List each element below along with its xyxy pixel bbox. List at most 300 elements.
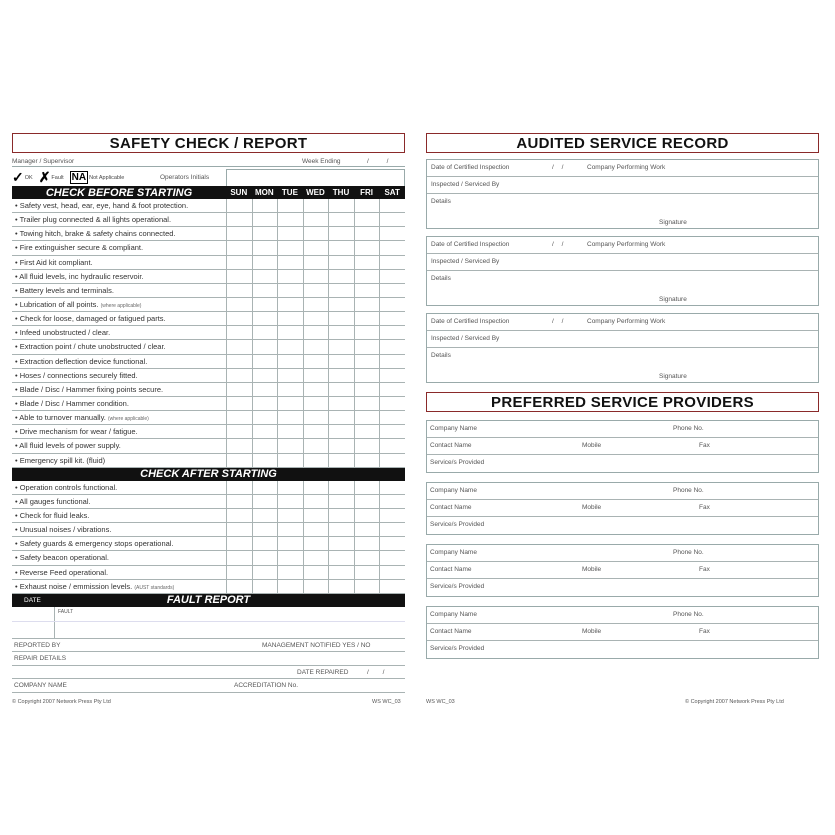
day-check-cell[interactable]: [354, 439, 380, 452]
day-check-cell[interactable]: [252, 199, 278, 212]
checklist-row: [12, 566, 405, 580]
preferred-providers-title: PREFERRED SERVICE PROVIDERS: [426, 392, 819, 412]
day-check-cell[interactable]: [226, 397, 252, 410]
day-check-cell[interactable]: [379, 551, 405, 564]
day-check-cell[interactable]: [303, 199, 329, 212]
day-check-cell[interactable]: [379, 241, 405, 254]
day-check-cell[interactable]: [303, 439, 329, 452]
day-check-cell[interactable]: [226, 481, 252, 494]
day-check-cell[interactable]: [226, 256, 252, 269]
day-check-cell[interactable]: [354, 213, 380, 226]
checklist-row: [12, 481, 405, 495]
details-label: Details: [431, 275, 451, 282]
day-check-cell[interactable]: [354, 425, 380, 438]
day-check-cell[interactable]: [328, 411, 354, 424]
day-check-cell[interactable]: [252, 523, 278, 536]
day-check-cell[interactable]: [226, 566, 252, 579]
day-check-cell[interactable]: [328, 355, 354, 368]
day-check-cell[interactable]: [226, 340, 252, 353]
phone-label: Phone No.: [673, 425, 704, 432]
day-check-cell[interactable]: [328, 425, 354, 438]
day-check-cell[interactable]: [354, 227, 380, 240]
checklist-item-note: (AUST standards): [134, 584, 175, 591]
day-check-cell[interactable]: [277, 326, 303, 339]
day-check-cell[interactable]: [354, 580, 380, 593]
details-label: Details: [431, 198, 451, 205]
day-check-cell[interactable]: [277, 537, 303, 550]
day-check-cell[interactable]: [226, 537, 252, 550]
day-check-cell[interactable]: [328, 580, 354, 593]
day-check-cell[interactable]: [277, 213, 303, 226]
day-check-cell[interactable]: [328, 312, 354, 325]
day-check-cell[interactable]: [252, 241, 278, 254]
checklist-item-label: • Extraction deflection device functional.: [15, 356, 148, 366]
day-check-cell[interactable]: [354, 397, 380, 410]
checklist-item-text: [12, 537, 226, 550]
day-check-cell[interactable]: [354, 566, 380, 579]
day-check-cell[interactable]: [328, 551, 354, 564]
day-check-cell[interactable]: [252, 326, 278, 339]
day-check-cell[interactable]: [379, 270, 405, 283]
inspection-date-row[interactable]: [427, 314, 818, 331]
day-check-cell[interactable]: [354, 509, 380, 522]
day-sun: SUN: [230, 188, 248, 197]
day-check-cell[interactable]: [303, 495, 329, 508]
provider-services-row[interactable]: [427, 579, 818, 596]
day-check-cell[interactable]: [252, 312, 278, 325]
day-check-cell[interactable]: [303, 270, 329, 283]
checklist-item-text: [12, 439, 226, 452]
day-check-cell[interactable]: [252, 213, 278, 226]
day-check-cell[interactable]: [379, 256, 405, 269]
checklist-row: [12, 326, 405, 340]
checklist-item-label: • Emergency spill kit. (fluid): [15, 455, 106, 465]
provider-contact-row[interactable]: [427, 562, 818, 579]
day-check-cell[interactable]: [354, 256, 380, 269]
day-check-cell[interactable]: [354, 551, 380, 564]
day-check-cell[interactable]: [354, 241, 380, 254]
company-row[interactable]: [12, 679, 405, 693]
reported-by-label: REPORTED BY: [14, 641, 61, 649]
day-check-cell[interactable]: [303, 566, 329, 579]
day-check-cell[interactable]: [354, 199, 380, 212]
checklist-item-text: [12, 397, 226, 410]
day-check-cell[interactable]: [277, 411, 303, 424]
service-record-block: [426, 313, 819, 383]
company-name-label: Company Name: [430, 549, 477, 556]
day-check-cell[interactable]: [277, 241, 303, 254]
provider-company-row[interactable]: [427, 421, 818, 438]
day-check-cell[interactable]: [303, 523, 329, 536]
day-check-cell[interactable]: [277, 509, 303, 522]
day-check-cell[interactable]: [379, 509, 405, 522]
day-check-cell[interactable]: [328, 537, 354, 550]
day-check-cell[interactable]: [226, 199, 252, 212]
day-check-cell[interactable]: [354, 481, 380, 494]
checklist-row: [12, 397, 405, 411]
day-check-cell[interactable]: [328, 241, 354, 254]
day-check-cell[interactable]: [303, 481, 329, 494]
preferred-providers-list: [426, 420, 819, 659]
day-check-cell[interactable]: [277, 495, 303, 508]
details-row[interactable]: [427, 348, 818, 382]
day-check-cell[interactable]: [328, 481, 354, 494]
day-check-cell[interactable]: [252, 270, 278, 283]
day-check-cell[interactable]: [226, 213, 252, 226]
day-check-cell[interactable]: [252, 227, 278, 240]
checklist-item-label: • Extraction point / chute unobstructed / clear.: [15, 342, 166, 352]
day-tue: TUE: [281, 188, 298, 197]
day-check-cell[interactable]: [252, 439, 278, 452]
checklist-item-text: [12, 270, 226, 283]
day-check-cell[interactable]: [277, 425, 303, 438]
day-check-cell[interactable]: [303, 397, 329, 410]
day-check-cell[interactable]: [328, 495, 354, 508]
company-performing-label: Company Performing Work: [587, 164, 666, 171]
day-check-cell[interactable]: [328, 397, 354, 410]
provider-company-row[interactable]: [427, 483, 818, 500]
checklist-row: [12, 355, 405, 369]
provider-company-row[interactable]: [427, 607, 818, 624]
day-check-cell[interactable]: [354, 495, 380, 508]
day-check-cell[interactable]: [252, 355, 278, 368]
inspection-date-value: / /: [552, 318, 567, 325]
day-check-cell[interactable]: [328, 566, 354, 579]
day-check-cell[interactable]: [303, 509, 329, 522]
checklist-item-text: [12, 241, 226, 254]
day-check-cell[interactable]: [252, 340, 278, 353]
day-check-cell[interactable]: [303, 256, 329, 269]
mobile-label: Mobile: [582, 442, 602, 449]
phone-label: Phone No.: [673, 549, 704, 556]
day-check-cell[interactable]: [303, 425, 329, 438]
day-check-cell[interactable]: [328, 340, 354, 353]
day-check-cell[interactable]: [303, 340, 329, 353]
details-row[interactable]: [427, 271, 818, 305]
day-check-cell[interactable]: [226, 509, 252, 522]
inspection-date-row[interactable]: [427, 237, 818, 254]
day-check-cell[interactable]: [226, 439, 252, 452]
inspected-by-row[interactable]: [427, 331, 818, 348]
checklist-row: [12, 580, 405, 594]
provider-services-row[interactable]: [427, 641, 818, 658]
day-check-cell[interactable]: [226, 227, 252, 240]
day-check-cell[interactable]: [252, 411, 278, 424]
day-check-cell[interactable]: [328, 298, 354, 311]
day-check-cell[interactable]: [277, 481, 303, 494]
day-check-cell[interactable]: [328, 326, 354, 339]
day-check-cell[interactable]: [277, 270, 303, 283]
day-check-cell[interactable]: [226, 326, 252, 339]
checklist-item-text: [12, 425, 226, 438]
day-check-cell[interactable]: [303, 411, 329, 424]
day-check-cell[interactable]: [277, 199, 303, 212]
checklist-row: [12, 284, 405, 298]
checklist-item-text: [12, 213, 226, 226]
checklist-row: [12, 369, 405, 383]
day-check-cell[interactable]: [226, 312, 252, 325]
day-check-cell[interactable]: [328, 270, 354, 283]
day-check-cell[interactable]: [379, 369, 405, 382]
checklist-item-label: • Safety beacon operational.: [15, 553, 109, 563]
day-check-cell[interactable]: [328, 213, 354, 226]
checklist-row: [12, 340, 405, 354]
day-check-cell[interactable]: [277, 355, 303, 368]
checklist-item-note: (where applicable): [100, 302, 142, 309]
day-check-cell[interactable]: [277, 383, 303, 396]
day-check-cell[interactable]: [252, 369, 278, 382]
provider-contact-row[interactable]: [427, 624, 818, 641]
day-check-cell[interactable]: [226, 411, 252, 424]
checklist-item-text: [12, 411, 226, 424]
day-check-cell[interactable]: [303, 537, 329, 550]
day-check-cell[interactable]: [379, 312, 405, 325]
na-icon: NA: [71, 172, 87, 183]
day-check-cell[interactable]: [277, 298, 303, 311]
check-before-list: [12, 199, 405, 468]
day-check-cell[interactable]: [379, 326, 405, 339]
day-check-cell[interactable]: [277, 580, 303, 593]
checklist-item-text: [12, 256, 226, 269]
signature-label: Signature: [659, 373, 687, 380]
day-check-cell[interactable]: [252, 425, 278, 438]
day-check-cell[interactable]: [379, 537, 405, 550]
day-check-cell[interactable]: [226, 369, 252, 382]
day-check-cell[interactable]: [226, 298, 252, 311]
safety-check-title: SAFETY CHECK / REPORT: [12, 133, 405, 153]
day-check-cell[interactable]: [328, 284, 354, 297]
date-repaired-label: DATE REPAIRED: [297, 668, 349, 676]
day-check-cell[interactable]: [226, 580, 252, 593]
checklist-item-text: [12, 481, 226, 494]
checklist-item-label: • Safety vest, head, ear, eye, hand & foot protection.: [15, 201, 189, 210]
day-check-cell[interactable]: [354, 454, 380, 467]
day-check-cell[interactable]: [226, 551, 252, 564]
day-fri: FRI: [360, 188, 374, 197]
fault-entry-area[interactable]: [12, 607, 405, 639]
day-check-cell[interactable]: [252, 537, 278, 550]
day-check-cell[interactable]: [277, 439, 303, 452]
provider-company-row[interactable]: [427, 545, 818, 562]
checklist-item-label: • Trailer plug connected & all lights operational.: [15, 215, 172, 225]
operators-initials-box[interactable]: [226, 169, 405, 186]
inspected-by-label: Inspected / Serviced By: [431, 335, 500, 342]
day-check-cell[interactable]: [303, 227, 329, 240]
audited-service-record-title: AUDITED SERVICE RECORD: [426, 133, 819, 153]
day-check-cell[interactable]: [379, 425, 405, 438]
day-check-cell[interactable]: [226, 355, 252, 368]
accreditation-label: ACCREDITATION No.: [234, 682, 299, 690]
checklist-item-label: • Hoses / connections securely fitted.: [15, 370, 138, 380]
inspected-by-row[interactable]: [427, 177, 818, 194]
day-check-cell[interactable]: [379, 439, 405, 452]
checklist-item-text: [12, 454, 226, 467]
checklist-item-label: • All fluid levels of power supply.: [15, 441, 121, 451]
date-repaired-date: / /: [367, 668, 391, 676]
checklist-item-label: • Towing hitch, brake & safety chains connected.: [15, 229, 176, 239]
day-check-cell[interactable]: [226, 284, 252, 297]
checklist-item-text: [12, 355, 226, 368]
checklist-row: [12, 298, 405, 312]
day-check-cell[interactable]: [277, 284, 303, 297]
checklist-row: [12, 199, 405, 213]
day-check-cell[interactable]: [379, 495, 405, 508]
day-check-cell[interactable]: [277, 551, 303, 564]
day-check-cell[interactable]: [277, 566, 303, 579]
day-check-cell[interactable]: [277, 454, 303, 467]
inspection-date-label: Date of Certified Inspection: [431, 318, 510, 325]
reported-by-row[interactable]: [12, 639, 405, 653]
day-check-cell[interactable]: [303, 355, 329, 368]
repair-details-row[interactable]: [12, 652, 405, 666]
day-check-cell[interactable]: [379, 411, 405, 424]
day-check-cell[interactable]: [226, 425, 252, 438]
day-check-cell[interactable]: [328, 454, 354, 467]
day-check-cell[interactable]: [303, 312, 329, 325]
provider-contact-row[interactable]: [427, 500, 818, 517]
day-check-cell[interactable]: [303, 369, 329, 382]
day-check-cell[interactable]: [252, 284, 278, 297]
day-check-cell[interactable]: [226, 270, 252, 283]
day-check-cell[interactable]: [226, 523, 252, 536]
inspected-by-row[interactable]: [427, 254, 818, 271]
day-check-cell[interactable]: [226, 383, 252, 396]
day-check-cell[interactable]: [303, 551, 329, 564]
day-check-cell[interactable]: [328, 523, 354, 536]
check-after-starting-title: CHECK AFTER STARTING: [140, 468, 277, 481]
day-check-cell[interactable]: [354, 270, 380, 283]
day-check-cell[interactable]: [379, 481, 405, 494]
inspection-date-row[interactable]: [427, 160, 818, 177]
day-check-cell[interactable]: [277, 256, 303, 269]
day-check-cell[interactable]: [303, 383, 329, 396]
day-sat: SAT: [384, 188, 400, 197]
fault-divider: [54, 607, 55, 638]
checklist-item-text: [12, 326, 226, 339]
checklist-item-text: [12, 551, 226, 564]
checklist-row: [12, 495, 405, 509]
day-check-cell[interactable]: [303, 580, 329, 593]
day-check-cell[interactable]: [354, 355, 380, 368]
day-check-cell[interactable]: [354, 369, 380, 382]
day-check-cell[interactable]: [252, 509, 278, 522]
day-check-cell[interactable]: [303, 284, 329, 297]
day-check-cell[interactable]: [277, 227, 303, 240]
day-check-cell[interactable]: [303, 298, 329, 311]
repair-details-label: REPAIR DETAILS: [14, 655, 67, 663]
provider-services-row[interactable]: [427, 517, 818, 534]
checklist-item-label: • Lubrication of all points.: [15, 299, 99, 309]
inspected-by-label: Inspected / Serviced By: [431, 258, 500, 265]
checklist-row: [12, 537, 405, 551]
day-check-cell[interactable]: [252, 580, 278, 593]
fax-label: Fax: [699, 442, 710, 449]
day-check-cell[interactable]: [252, 495, 278, 508]
day-check-cell[interactable]: [252, 256, 278, 269]
checklist-item-text: [12, 523, 226, 536]
day-check-cell[interactable]: [277, 523, 303, 536]
fault-date-label: DATE: [24, 596, 41, 604]
details-row[interactable]: [427, 194, 818, 228]
day-check-cell[interactable]: [379, 383, 405, 396]
day-check-cell[interactable]: [354, 340, 380, 353]
day-check-cell[interactable]: [252, 551, 278, 564]
day-check-cell[interactable]: [354, 298, 380, 311]
day-check-cell[interactable]: [226, 241, 252, 254]
day-check-cell[interactable]: [328, 439, 354, 452]
inspection-date-value: / /: [552, 164, 567, 171]
day-check-cell[interactable]: [252, 383, 278, 396]
day-check-cell[interactable]: [303, 326, 329, 339]
day-check-cell[interactable]: [354, 312, 380, 325]
checklist-item-note: (where applicable): [107, 416, 149, 423]
checklist-item-label: • Reverse Feed operational.: [15, 567, 109, 577]
day-check-cell[interactable]: [328, 256, 354, 269]
day-check-cell[interactable]: [328, 227, 354, 240]
day-check-cell[interactable]: [252, 298, 278, 311]
day-check-cell[interactable]: [252, 481, 278, 494]
check-icon: ✓: [12, 169, 24, 185]
day-check-cell[interactable]: [226, 495, 252, 508]
day-check-cell[interactable]: [354, 523, 380, 536]
day-check-cell[interactable]: [379, 284, 405, 297]
day-check-cell[interactable]: [303, 213, 329, 226]
day-check-cell[interactable]: [379, 397, 405, 410]
company-name-label: Company Name: [430, 611, 477, 618]
day-check-cell[interactable]: [379, 199, 405, 212]
checklist-row: [12, 411, 405, 425]
day-check-cell[interactable]: [303, 241, 329, 254]
day-check-cell[interactable]: [354, 383, 380, 396]
day-check-cell[interactable]: [328, 383, 354, 396]
date-repaired-row[interactable]: [12, 666, 405, 680]
day-check-cell[interactable]: [277, 312, 303, 325]
day-check-cell[interactable]: [379, 523, 405, 536]
day-check-cell[interactable]: [226, 454, 252, 467]
day-check-cell[interactable]: [354, 326, 380, 339]
day-check-cell[interactable]: [252, 566, 278, 579]
provider-contact-row[interactable]: [427, 438, 818, 455]
day-check-cell[interactable]: [379, 580, 405, 593]
day-check-cell[interactable]: [328, 369, 354, 382]
day-check-cell[interactable]: [328, 199, 354, 212]
checklist-row: [12, 551, 405, 565]
day-check-cell[interactable]: [252, 397, 278, 410]
day-check-cell[interactable]: [379, 227, 405, 240]
day-check-cell[interactable]: [354, 284, 380, 297]
day-check-cell[interactable]: [277, 397, 303, 410]
service-records: [426, 159, 819, 383]
day-check-cell[interactable]: [303, 454, 329, 467]
day-check-cell[interactable]: [354, 411, 380, 424]
day-check-cell[interactable]: [252, 454, 278, 467]
day-check-cell[interactable]: [379, 298, 405, 311]
day-check-cell[interactable]: [328, 509, 354, 522]
checklist-item-text: [12, 580, 226, 593]
day-check-cell[interactable]: [379, 454, 405, 467]
provider-services-row[interactable]: [427, 455, 818, 472]
day-check-cell[interactable]: [379, 566, 405, 579]
day-check-cell[interactable]: [379, 355, 405, 368]
day-check-cell[interactable]: [379, 340, 405, 353]
day-check-cell[interactable]: [277, 369, 303, 382]
left-copyright: © Copyright 2007 Network Press Pty Ltd: [12, 699, 111, 705]
checklist-row: [12, 312, 405, 326]
day-check-cell[interactable]: [354, 537, 380, 550]
left-code: WS WC_03: [372, 699, 401, 705]
day-check-cell[interactable]: [277, 340, 303, 353]
day-check-cell[interactable]: [379, 213, 405, 226]
